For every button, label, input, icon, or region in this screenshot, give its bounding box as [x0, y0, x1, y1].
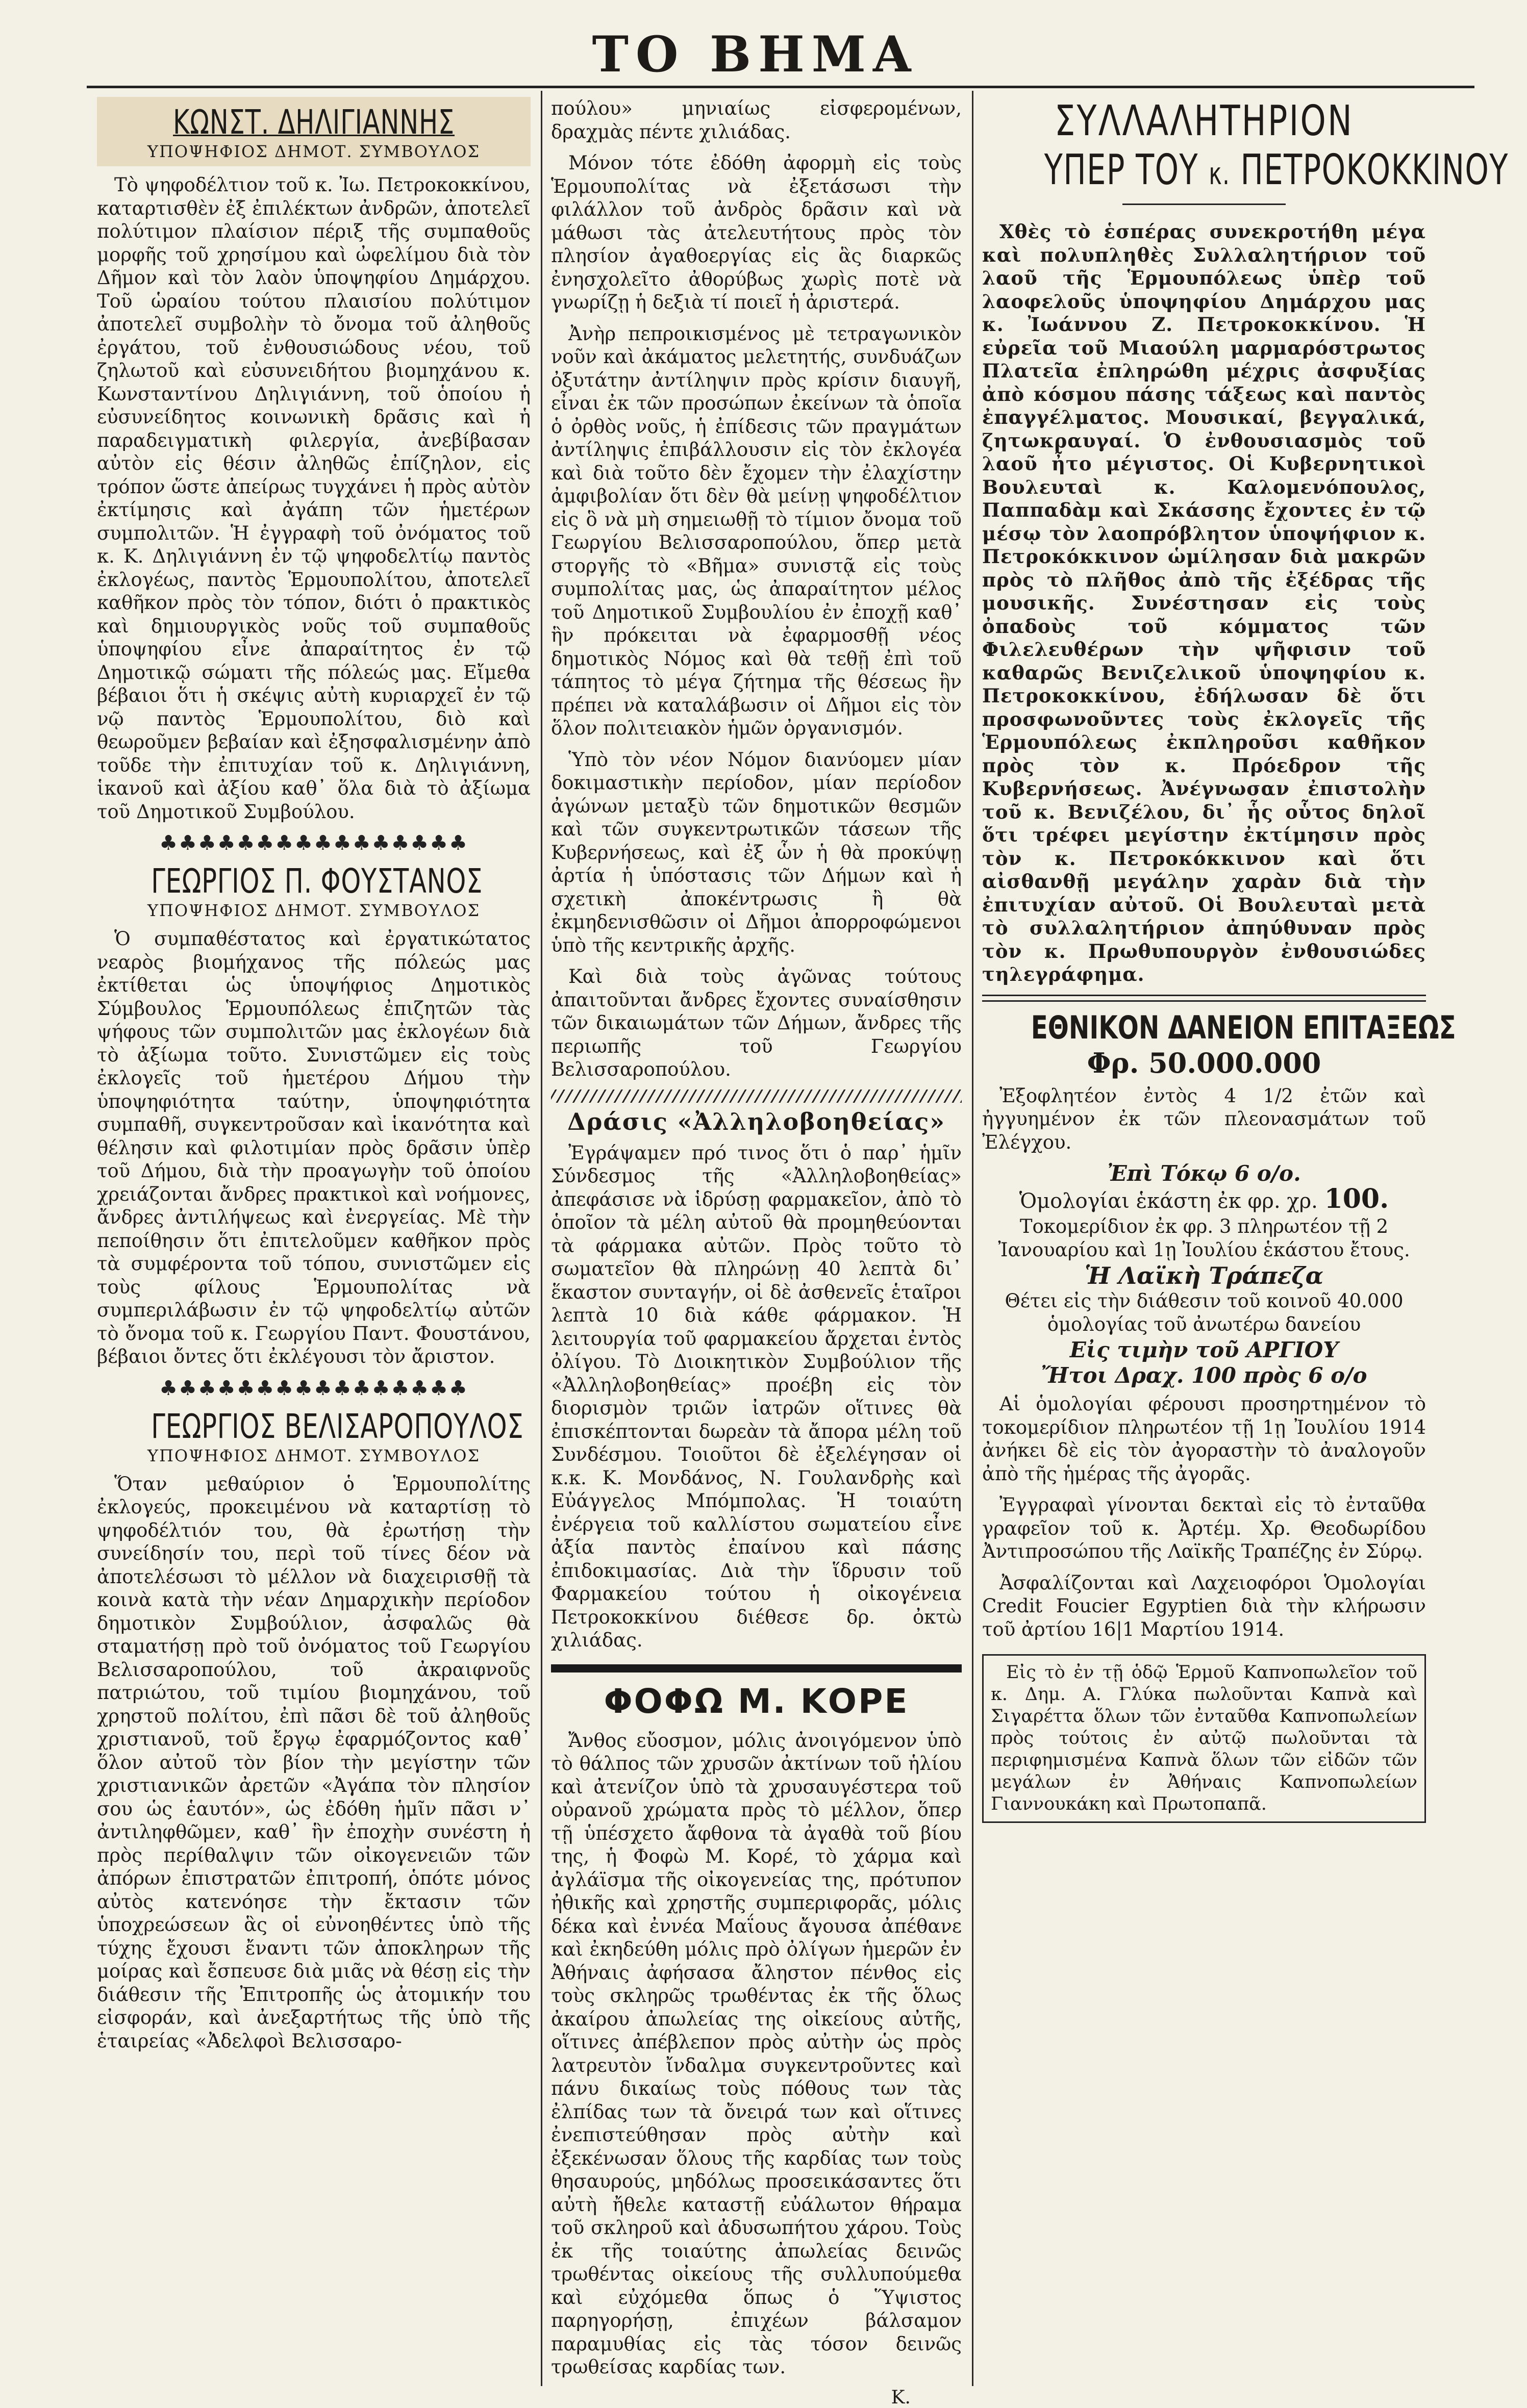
column-rule-2: [972, 91, 973, 2386]
candidate-text-1: Τὸ ψηφοδέλτιον τοῦ κ. Ἰω. Πετροκοκκίνου, καταρτισθὲν ἐξ ἐπιλέκτων ἀνδρῶν, ἀποτελεῖ πολύτιμον πλαίσιον πέριξ τῆς συμπαθοῦς μορφῆς τοῦ χρησίμου καὶ ὠφελίμου διὰ τὸν Δῆμον καὶ τὸν λαὸν ὑποψηφίου Δημάρχου. Τοῦ ὡραίου τούτου πλαισίου πολύτιμον ἀποτελεῖ συμβολὴν τὸ ὄνομα τοῦ ἀληθοῦς ἐργάτου, τοῦ ἐνθουσιώδους νέου, τοῦ ζηλωτοῦ καὶ εὐσυνειδήτου βιομηχάνου κ. Κωνσταντίνου Δηλιγιάννη, τοῦ ὁποίου ἡ εὐσυνείδητος κοινωνικὴ δρᾶσις καὶ ἡ παραδειγματικὴ φιλεργία, ἀνεβίβασαν αὐτὸν εἰς θέσιν ἀληθῶς ἐπίζηλον, εἰς τρόπον ὥστε ἀπείρως τυγχάνει ἡ πρὸς αὐτὸν ἐκτίμησις καὶ ἀγάπη τῶν ἡμετέρων συμπολιτῶν. Ἡ ἐγγραφὴ τοῦ ὀνόματος τοῦ κ. Κ. Δηλιγιάννη ἐν τῷ ψηφοδελτίῳ παντὸς ἐκλογέως, παντὸς Ἑρμουπολίτου, ἀποτελεῖ καθῆκον πρὸς τὸν τόπον, διότι ὁ πρακτικὸς καὶ δημιουργικὸς νοῦς τοῦ συμπαθοῦς ὑποψηφίου εἶνε ἀπαραίτητος ἐν τῷ Δημοτικῷ σώματι τῆς πόλεώς μας. Εἴμεθα βέβαιοι ὅτι ἡ σκέψις αὐτὴ κυριαρχεῖ ἐν τῷ νῷ παντὸς Ἑρμουπολίτου, διὸ καὶ θεωροῦμεν βεβαίαν καὶ ἐξησφαλισμένην ἀπὸ τοῦδε τὴν ἐπιτυχίαν τοῦ κ. Δηλιγιάννη, ἱκανοῦ καὶ ἀξίου καθ᾽ ὅλα διὰ τὸ ἀξίωμα τοῦ Δημοτικοῦ Συμβούλου.: [97, 174, 531, 823]
loan-bond-label: Ὁμολογίαι ἑκάστη ἐκ φρ. χρ.: [1019, 1189, 1318, 1213]
separator-ornament: ♣♣♣♣♣♣♣♣♣♣♣♣♣♣♣♣: [159, 831, 468, 855]
candidate-header-box: [97, 97, 531, 166]
candidate-name-3: ΓΕΩΡΓΙΟΣ ΒΕΛΙΣΑΡΟΠΟΥΛΟΣ: [151, 1406, 524, 1446]
section-divider: [551, 1089, 962, 1103]
article-paragraph: Ἀνὴρ πεπροικισμένος μὲ τετραγωνικὸν νοῦν καὶ ἀκάματος μελετητής, συνδυάζων ὀξυτάτην ἀντίληψιν πρὸς κρίσιν διαυγῆ, εἶναι ἐκ τῶν προσώπων ἐκείνων τὰ ὁποῖα ὁ ὀρθὸς νοῦς, ἡ ἐπίδεσις τῶν πραγμάτων ἀντίληψις ἐπιβάλλουσιν εἰς τὸν ἐκλογέα καὶ διὰ τοῦτο δὲν ἔχομεν τὴν ἐλαχίστην ἀμφιβολίαν ὅτι δὲν θὰ μείνῃ ψηφοδέλτιον εἰς ὃ νὰ μὴ σημειωθῇ τὸ τίμιον ὄνομα τοῦ Γεωργίου Βελισσαροπούλου, ὅπερ μετὰ στοργῆς τὸ «Βῆμα» συνιστᾷ εἰς τοὺς συμπολίτας μας, ὡς ἀπαραίτητον μέλος τοῦ Δημοτικοῦ Συμβουλίου ἐν ἐποχῇ καθ᾽ ἣν πρόκειται νὰ ἐφαρμοσθῇ νέος δημοτικὸς Νόμος καὶ θὰ τεθῇ ἐπὶ τοῦ τάπητος τὸ μέγα ζήτημα τῆς θέσεως ἣν πρέπει νὰ καταλάβωσιν οἱ Δῆμοι εἰς τὸν ὅλον πολιτειακὸν ἡμῶν ὀργανισμόν.: [551, 322, 962, 739]
article-paragraph: Ὑπὸ τὸν νέον Νόμον διανύομεν μίαν δοκιμαστικὴν περίοδον, μίαν περίοδον ἀγώνων μεταξὺ τῶν δημοτικῶν θεσμῶν καὶ τῶν συγκεντρωτικῶν τάσεων τῆς Κυβερνήσεως, καὶ ἐξ ὧν ἡ θὰ προκύψῃ ἀρτία ἡ ὑπόστασις τῶν Δήμων καὶ ἡ σχετικὴ ἀποκέντρωσις ἢ θὰ ἐκμηδενισθῶσιν οἱ Δῆμοι ἀπορροφώμενοι ὑπὸ τῆς κεντρικῆς ἀρχῆς.: [551, 748, 962, 956]
charity-text: Ἐγράψαμεν πρό τινος ὅτι ὁ παρ᾽ ἡμῖν Σύνδεσμος τῆς «Ἀλληλοβοηθείας» ἀπεφάσισε νὰ ἱδρύσῃ φαρμακεῖον, ἀπὸ τὸ ὁποῖον τὰ μέλη αὐτοῦ θὰ προμηθεύονται τὰ φάρμακα αὐτῶν. Πρὸς τοῦτο τὸ σωματεῖον θὰ πληρώνῃ 40 λεπτὰ δι᾽ ἕκαστον συνταγήν, οἱ δὲ ἀσθενεῖς ἑταῖροι λεπτὰ 10 διὰ κάθε φάρμακον. Ἡ λειτουργία τοῦ φαρμακείου ἄρχεται ἐντὸς ὀλίγου. Τὸ Διοικητικὸν Συμβούλιον τῆς «Ἀλληλοβοηθείας» προέβη εἰς τὸν διορισμὸν τριῶν ἰατρῶν οἵτινες θὰ ἐπισκέπτονται δωρεὰν τὰ ἄπορα μέλη τοῦ Συνδέσμου. Τοιοῦτοι δὲ ἐξελέγησαν οἱ κ.κ. Κ. Μονδάνος, Ν. Γουλανδρὴς καὶ Εὐάγγελος Μπόμπολας. Ἡ τοιαύτη ἐνέργεια τοῦ καλλίστου σωματείου εἶνε ἀξία παντὸς ἐπαίνου καὶ πάσης ἐπιδοκιμασίας. Διὰ τὴν ἵδρυσιν τοῦ Φαρμακείου τούτου ἡ οἰκογένεια Πετροκοκκίνου διέθεσε δρ. ὀκτὼ χιλιάδας.: [551, 1142, 962, 1651]
candidate-name-1: ΚΩΝΣΤ. ΔΗΛΙΓΙΑΝΝΗΣ: [173, 103, 455, 142]
obituary-bar: [551, 1664, 962, 1672]
rally-headline-1: ΣΥΛΛΑΛΗΤΗΡΙΟΝ: [1055, 97, 1354, 145]
headline-rule: [1122, 204, 1286, 205]
bank-offer: Θέτει εἰς τὴν διάθεσιν τοῦ κοινοῦ 40.000 ὁμολογίας τοῦ ἀνωτέρω δανείου: [1005, 1290, 1404, 1335]
loan-interest: Ἐπὶ Τόκῳ 6 ο/ο.: [1107, 1161, 1301, 1186]
column-2: [551, 97, 962, 2408]
article-paragraph: Καὶ διὰ τοὺς ἀγῶνας τούτους ἀπαιτοῦνται ἄνδρες ἔχοντες συναίσθησιν τῶν δικαιωμάτων τῶν Δήμων, ἄνδρες τῆς περιωπῆς τοῦ Γεωργίου Βελισσαροπούλου.: [551, 966, 962, 1080]
candidate-text-3-continued: πούλου» μηνιαίως εἰσφερομένων, δραχμὰς πέντε χιλιάδας.: [551, 97, 962, 143]
tobacco-ad-text: Εἰς τὸ ἐν τῇ ὁδῷ Ἑρμοῦ Καπνοπωλεῖον τοῦ κ. Δημ. Α. Γλύκα πωλοῦνται Καπνὰ καὶ Σιγαρέττα ὅλων τῶν ἐνταῦθα Καπνοπωλείων πρὸς τούτοις ἐν αὐτῷ πωλοῦνται τὰ περιφημισμένα Καπνὰ ὅλων τῶν εἰδῶν τῶν μεγάλων ἐν Ἀθήναις Καπνοπωλείων Γιαννουκάκη καὶ Πρωτοπαπᾶ.: [991, 1662, 1417, 1814]
rally-headline-2b: κ.: [1209, 156, 1231, 192]
loan-coupons: Τοκομερίδιον ἐκ φρ. 3 πληρωτέον τῇ 2 Ἰανουαρίου καὶ 1ῃ Ἰουλίου ἑκάστου ἔτους.: [998, 1215, 1410, 1261]
obituary-signature: Κ.: [891, 2387, 911, 2408]
price-line-2: Ἤτοι Δραχ. 100 πρὸς 6 ο/ο: [1041, 1363, 1367, 1388]
column-3: [982, 97, 1509, 1823]
bank-name: Ἡ Λαϊκὴ Τράπεζα: [1084, 1262, 1324, 1289]
loan-text-2: Αἱ ὁμολογίαι φέρουσι προσηρτημένον τὸ τοκομερίδιον πληρωτέον τῇ 1ῃ Ἰουλίου 1914 ἀνήκει δὲ εἰς τὸν ἀγοραστὴν τὸ ἀναλογοῦν ἀπὸ τῆς ἡμέρας τῆς ἀγορᾶς.: [982, 1393, 1426, 1485]
column-rule-1: [541, 91, 542, 2386]
loan-text-1: Ἐξοφλητέον ἐντὸς 4 1/2 ἐτῶν καὶ ἠγγυημένον ἐκ τῶν πλεονασμάτων τοῦ Ἐλέγχου.: [982, 1084, 1426, 1153]
separator-ornament: ♣♣♣♣♣♣♣♣♣♣♣♣♣♣♣♣: [159, 1376, 468, 1400]
obituary-title: ΦΟΦΩ Μ. ΚΟΡΕ: [604, 1681, 909, 1721]
double-rule: [982, 995, 1426, 1002]
rally-headline-2: [1044, 146, 1509, 198]
price-line-1: Εἰς τιμὴν τοῦ ΑΡΓΙΟΥ: [1069, 1337, 1339, 1362]
loan-amount: Φρ. 50.000.000: [1087, 1046, 1321, 1079]
candidate-text-2: Ὁ συμπαθέστατος καὶ ἐργατικώτατος νεαρὸς βιομήχανος τῆς πόλεώς μας ἐκτίθεται ὡς ὑποψήφιος Δημοτικὸς Σύμβουλος Ἑρμουπόλεως ἐπιζητῶν τὰς ψήφους τῶν συμπολιτῶν μας ἐκλογέων διὰ τὸ ἀξίωμα τοῦτο. Συνιστῶμεν εἰς τοὺς ἐκλογεῖς τοῦ ἡμετέρου Δήμου τὴν ὑποψηφιότητα ταύτην, ὑποψηφιότητα συμπαθῆ, συγκεντροῦσαν καὶ ἱκανότητα καὶ θέλησιν καὶ φιλοτιμίαν πρὸς δρᾶσιν ὑπὲρ τοῦ Δήμου, διὰ τὴν προαγωγὴν τοῦ ὁποίου χρειάζονται ἄνδρες πρακτικοὶ καὶ νοήμονες, ἄνδρες ἀντιλήψεως καὶ ἐνεργείας. Μὲ τὴν πεποίθησιν ὅτι ἐπιτελοῦμεν καθῆκον πρὸς τὰ συμφέροντα τοῦ τόπου, συνιστῶμεν εἰς τοὺς φίλους Ἑρμουπολίτας νὰ συμπεριλάβωσιν ἐν τῷ ψηφοδελτίῳ αὐτῶν τὸ ὄνομα τοῦ κ. Γεωργίου Παντ. Φουστάνου, βέβαιοι ὄντες ὅτι ἐκλέγουσι τὸν ἄριστον.: [97, 928, 531, 1367]
tobacco-ad-box: [982, 1654, 1426, 1823]
masthead-title: ΤΟ ΒΗΜΑ: [592, 26, 918, 83]
rally-headline-2a: ΥΠΕΡ ΤΟΥ: [1044, 146, 1199, 194]
loan-text-4: Ἀσφαλίζονται καὶ Λαχειοφόροι Ὁμολογίαι Credit Foucier Egyptien διὰ τὴν κλήρωσιν τοῦ ἀρτίου 16|1 Μαρτίου 1914.: [982, 1571, 1426, 1640]
candidate-role-2: ΥΠΟΨΗΦΙΟΣ ΔΗΜΟΤ. ΣΥΜΒΟΥΛΟΣ: [147, 901, 481, 920]
loan-bond-value: 100.: [1324, 1183, 1389, 1214]
rally-headline-2c: ΠΕΤΡΟΚΟΚΚΙΝΟΥ: [1240, 146, 1509, 194]
candidate-role-1: ΥΠΟΨΗΦΙΟΣ ΔΗΜΟΤ. ΣΥΜΒΟΥΛΟΣ: [147, 142, 481, 161]
masthead-rule: [87, 86, 1474, 88]
candidate-text-3: Ὅταν μεθαύριον ὁ Ἑρμουπολίτης ἐκλογεύς, προκειμένου νὰ καταρτίσῃ τὸ ψηφοδέλτιόν του, θὰ ἐρωτήσῃ τὴν συνείδησίν του, περὶ τοῦ τίνες δέον νὰ ἀποτελέσωσι τὸ μέλλον νὰ διαχειρισθῇ τὰ κοινὰ κατὰ τὴν νέαν Δημαρχικὴν περίοδον δημοτικὸν Συμβούλιον, ἀσφαλῶς θὰ σταματήσῃ πρὸ τοῦ ὀνόματος τοῦ Γεωργίου Βελισσαροπούλου, τοῦ ἀκραιφνοῦς πατριώτου, τοῦ τιμίου βιομηχάνου, τοῦ χρηστοῦ πολίτου, ἐπὶ πᾶσι δὲ τοῦ ἀληθοῦς χριστιανοῦ, τοῦ ἔργῳ ἐφαρμόζοντος καθ᾽ ὅλον αὐτοῦ τὸν βίον τὴν μεγίστην τῶν χριστιανικῶν ἀρετῶν «Ἀγάπα τὸν πλησίον σου ὡς ἑαυτόν», ὡς ἐδόθη ἡμῖν πᾶσι ν᾽ ἀντιληφθῶμεν, καθ᾽ ἣν ἐποχὴν συνέστη ἡ πρὸς περίθαλψιν τῶν οἰκογενειῶν τῶν ἀπόρων ἐπιστρατῶν ἐπιτροπή, ὁπότε μόνος αὐτὸς κατενόησε τὴν ἔκτασιν τῶν ὑποχρεώσεων ἃς οἱ εὐνοηθέντες ὑπὸ τῆς τύχης ἔχουσι ἔναντι τῶν ἀποκληρων τῆς μοίρας καὶ ἔσπευσε διὰ μιᾶς νὰ θέσῃ εἰς τὴν διάθεσιν τῆς Ἐπιτροπῆς ὡς ἀτομικήν του εἰσφοράν, καὶ ἀνεξαρτήτως τῆς ὑπὸ τῆς ἑταιρείας «Ἀδελφοὶ Βελισσαρο-: [97, 1473, 531, 2052]
charity-title: Δράσις «Ἀλληλοβοηθείας»: [567, 1107, 945, 1135]
rally-text: Χθὲς τὸ ἑσπέρας συνεκροτήθη μέγα καὶ πολυπληθὲς Συλλαλητήριον τοῦ λαοῦ τῆς Ἑρμουπόλεως ὑπὲρ τοῦ λαοφελοῦς ὑποψηφίου Δημάρχου μας κ. Ἰωάννου Ζ. Πετροκοκκίνου. Ἡ εὐρεῖα τοῦ Μιαούλη μαρμαρόστρωτος Πλατεῖα ἐπληρώθη μέχρις ἀσφυξίας ἀπὸ κόσμου πάσης τάξεως καὶ παντὸς ἐπαγγέλματος. Μουσικαί, βεγγαλικά, ζητωκραυγαί. Ὁ ἐνθουσιασμὸς τοῦ λαοῦ ἦτο μέγιστος. Οἱ Κυβερνητικοὶ Βουλευταὶ κ. Καλομενόπουλος, Παππαδὰμ καὶ Σκάσσης ἔχοντες ἐν τῷ μέσῳ τὸν λαοπρόβλητον ὑποψήφιον κ. Πετροκόκκινον ὡμίλησαν διὰ μακρῶν πρὸς τὸ πλῆθος ἀπὸ τῆς ἐξέδρας τῆς μουσικῆς. Συνέστησαν εἰς τοὺς ὀπαδοὺς τοῦ κόμματος τῶν Φιλελευθέρων τὴν ψῆφισιν τοῦ καθαρῶς Βενιζελικοῦ ὑποψηφίου κ. Πετροκοκκίνου, ἐδήλωσαν δὲ ὅτι προσφωνοῦντες τοὺς ἐκλογεῖς τῆς Ἑρμουπόλεως ἐκπληροῦσι καθῆκον πρὸς τὸν κ. Πρόεδρον τῆς Κυβερνήσεως. Ἀνέγνωσαν ἐπιστολὴν τοῦ κ. Βενιζέλου, δι᾽ ἧς οὗτος δηλοῖ ὅτι τρέφει μεγίστην ἐκτίμησιν πρὸς τὸν κ. Πετροκόκκινον καὶ ὅτι αἰσθανθῇ μεγάλην χαρὰν διὰ τὴν ἐπιτυχίαν αὐτοῦ. Οἱ Βουλευταὶ μετὰ τὸ συλλαλητήριον ἀπηύθυναν πρὸς τὸν κ. Πρωθυπουργὸν ἐνθουσιώδες τηλεγράφημα.: [982, 220, 1426, 985]
loan-text-3: Ἐγγραφαὶ γίνονται δεκταὶ εἰς τὸ ἐνταῦθα γραφεῖον τοῦ κ. Ἀρτέμ. Χρ. Θεοδωρίδου Ἀντιπροσώπου τῆς Λαϊκῆς Τραπέζης ἐν Σύρῳ.: [982, 1494, 1426, 1562]
loan-bond-line: [982, 1183, 1426, 1214]
obituary-text: Ἄνθος εὔοσμον, μόλις ἀνοιγόμενον ὑπὸ τὸ θάλπος τῶν χρυσῶν ἀκτίνων τοῦ ἡλίου καὶ ἀτενίζον ὑπὸ τὰ χρυσαυγέστερα τοῦ οὐρανοῦ χρώματα πρὸς τὸ μέλλον, ὅπερ τῇ ὑπέσχετο ἄφθονα τὰ ἀγαθὰ τοῦ βίου της, ἡ Φοφὼ Μ. Κορέ, τὸ χάρμα καὶ ἀγλάϊσμα τῆς οἰκογενείας της, πρότυπον ἠθικῆς καὶ χρηστῆς συμπεριφορᾶς, μόλις δέκα καὶ ἐννέα Μαΐους ἄγουσα ἀπέθανε καὶ ἐκηδεύθη μόλις πρὸ ὀλίγων ἡμερῶν ἐν Ἀθήναις ἀφήσασα ἄληστον πένθος εἰς τοὺς σκληρῶς τρωθέντας ἐκ τῆς ὅλως ἀκαίρου ἀπωλείας της οἰκείους αὐτῆς, οἵτινες ἀπέβλεπον πρὸς αὐτὴν ὡς πρὸς λατρευτὸν ἴνδαλμα συγκεντροῦντες καὶ πάνυ δικαίως τοὺς πόθους των τὰς ἐλπίδας των τὰ ὄνειρά των καὶ οἵτινες ἐνεπιστεύθησαν πρὸς αὐτὴν καὶ ἐξεκένωσαν ὅλους τῆς καρδίας των τοὺς θησαυρούς, μηδόλως προσεικάσαντες ὅτι αὐτὴ ἤθελε καταστῇ εὐάλωτον θήραμα τοῦ σκληροῦ καὶ ἀδυσωπήτου χάρου. Τοὺς ἐκ τῆς τοιαύτης ἀπωλείας δεινῶς τρωθέντας οἰκείους τῆς συλλυπούμεθα καὶ εὐχόμεθα ὅπως ὁ Ὕψιστος παρηγορήσῃ, ἐπιχέων βάλσαμον παραμυθίας εἰς τὰς τόσον δεινῶς τρωθείσας καρδίας των.: [551, 1729, 962, 2378]
candidate-role-3: ΥΠΟΨΗΦΙΟΣ ΔΗΜΟΤ. ΣΥΜΒΟΥΛΟΣ: [147, 1446, 481, 1465]
article-paragraph: Μόνον τότε ἐδόθη ἀφορμὴ εἰς τοὺς Ἑρμουπολίτας νὰ ἐξετάσωσι τὴν φιλάλλον τοῦ ἀνδρὸς δρᾶσιν καὶ νὰ μάθωσι τὰς ἀτελευτήτους πρὸς τὸν πλησίον ἀγαθοεργίας εἰς ἃς διαρκῶς ἐνησχολεῖτο ἀθορύβως χωρὶς ποτὲ νὰ γνωρίζῃ ἡ δεξιὰ τί ποιεῖ ἡ ἀριστερά.: [551, 152, 962, 313]
candidate-name-2: ΓΕΩΡΓΙΟΣ Π. ΦΟΥΣΤΑΝΟΣ: [151, 861, 483, 901]
loan-title: ΕΘΝΙΚΟΝ ΔΑΝΕΙΟΝ ΕΠΙΤΑΞΕΩΣ: [1031, 1008, 1456, 1046]
column-1: [97, 97, 531, 2061]
